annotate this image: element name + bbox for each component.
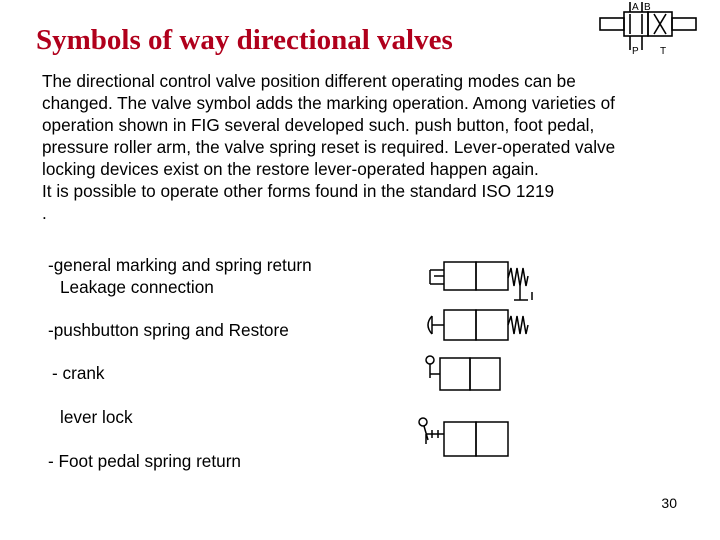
item-general-marking-label: -general marking and spring return — [48, 255, 312, 275]
item-foot-pedal-label: - Foot pedal spring return — [48, 451, 241, 471]
port-label-t: T — [660, 46, 667, 56]
paragraph-line: locking devices exist on the restore lever-operated happen again. — [42, 159, 539, 179]
item-leakage-connection-label: Leakage connection — [60, 277, 214, 297]
crank-valve-icon — [420, 352, 520, 394]
paragraph-line: changed. The valve symbol adds the marking operation. Among varieties of — [42, 93, 615, 113]
port-label-b: B — [644, 2, 651, 13]
item-crank-label: - crank — [52, 363, 105, 383]
paragraph-line: The directional control valve position different operating modes can be — [42, 71, 576, 91]
paragraph-line: operation shown in FIG several developed such. push button, foot pedal, — [42, 115, 595, 135]
general-marking-spring-return-valve-icon — [424, 256, 540, 304]
page-number: 30 — [661, 495, 677, 511]
item-pushbutton-label: -pushbutton spring and Restore — [48, 320, 289, 340]
slide-title: Symbols of way directional valves — [36, 24, 453, 56]
body-paragraph — [42, 70, 662, 224]
pushbutton-spring-valve-icon — [428, 310, 528, 340]
lever-lock-valve-icon — [414, 414, 518, 460]
paragraph-line: It is possible to operate other forms found in the standard ISO 1219 — [42, 181, 555, 201]
port-label-p: P — [632, 46, 639, 56]
paragraph-line: pressure roller arm, the valve spring reset is required. Lever-operated valve — [42, 137, 616, 157]
paragraph-line: . — [42, 203, 47, 223]
port-label-a: A — [632, 2, 639, 13]
directional-valve-header-icon — [598, 0, 702, 56]
item-lever-lock-label: lever lock — [60, 407, 133, 427]
